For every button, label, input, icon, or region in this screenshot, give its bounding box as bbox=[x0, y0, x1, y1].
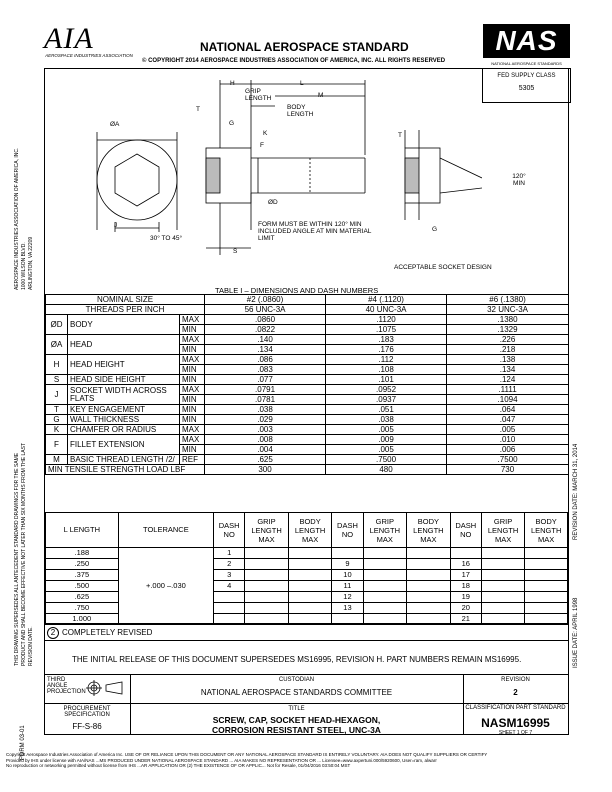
body-length-value bbox=[407, 548, 451, 559]
dimension-symbol: G bbox=[46, 415, 68, 425]
label-body-length: BODY LENGTH bbox=[287, 104, 314, 118]
dash-number: 17 bbox=[450, 570, 481, 581]
nominal-size-label: NOMINAL SIZE bbox=[46, 295, 205, 305]
dimensions-table bbox=[45, 294, 569, 475]
dash-number: 10 bbox=[332, 570, 363, 581]
dimension-value: .0781 bbox=[205, 395, 326, 405]
dimension-symbol: K bbox=[46, 425, 68, 435]
limit-label: MIN bbox=[180, 325, 205, 335]
dimension-value: .1111 bbox=[447, 385, 569, 395]
dimension-value: .086 bbox=[205, 355, 326, 365]
title-line-2: CORROSION RESISTANT STEEL, UNC-3A bbox=[212, 725, 381, 735]
grip-length-value bbox=[363, 548, 407, 559]
body-length-value bbox=[525, 548, 568, 559]
dimension-value: .047 bbox=[447, 415, 569, 425]
dimension-value: .0822 bbox=[205, 325, 326, 335]
dash-number bbox=[450, 548, 481, 559]
body-length-value bbox=[407, 581, 451, 592]
size-header: #6 (.1380) bbox=[447, 295, 569, 305]
revision-date: REVISION DATE: MARCH 31, 2014 bbox=[573, 443, 579, 540]
length-value: .188 bbox=[46, 548, 119, 559]
side-notice-3: REVISION DATE. bbox=[28, 626, 34, 666]
dimension-value: .004 bbox=[205, 445, 326, 455]
dimension-value: .112 bbox=[326, 355, 447, 365]
custodian-label: CUSTODIAN bbox=[278, 677, 315, 683]
grip-length-value bbox=[245, 603, 289, 614]
procurement-label: PROCUREMENT SPECIFICATION bbox=[63, 706, 111, 718]
title-label: TITLE bbox=[288, 706, 305, 712]
dimension-value: .134 bbox=[205, 345, 326, 355]
dimension-value: .625 bbox=[205, 455, 326, 465]
label-G: G bbox=[229, 120, 235, 127]
dimension-value: .1120 bbox=[326, 315, 447, 325]
dash-number: 3 bbox=[214, 570, 245, 581]
side-address-3: ARLINGTON, VA 22209 bbox=[28, 236, 34, 290]
dimension-value: .029 bbox=[205, 415, 326, 425]
fed-supply-class-box bbox=[482, 68, 571, 103]
aia-logo bbox=[44, 22, 134, 65]
dimension-name: WALL THICKNESS bbox=[68, 415, 180, 425]
custodian-value: NATIONAL AEROSPACE STANDARDS COMMITTEE bbox=[200, 688, 393, 697]
limit-label: MIN bbox=[180, 345, 205, 355]
dimension-name: KEY ENGAGEMENT bbox=[68, 405, 180, 415]
grip-length-value bbox=[245, 559, 289, 570]
grip-length-value bbox=[481, 559, 525, 570]
dimension-value: .038 bbox=[326, 415, 447, 425]
dimension-value: .124 bbox=[447, 375, 569, 385]
dimension-value: .038 bbox=[205, 405, 326, 415]
issue-date: ISSUE DATE: APRIL 1998 bbox=[573, 597, 579, 668]
dimension-value: .7500 bbox=[326, 455, 447, 465]
dimension-value: .008 bbox=[205, 435, 326, 445]
body-length-value bbox=[525, 592, 568, 603]
tensile-label: MIN TENSILE STRENGTH LOAD LBF bbox=[46, 465, 205, 475]
aia-logo-subtitle: AEROSPACE INDUSTRIES ASSOCIATION bbox=[45, 53, 133, 58]
third-angle-projection-icon bbox=[86, 680, 126, 696]
dimension-symbol: M bbox=[46, 455, 68, 465]
label-grip-length: GRIP LENGTH bbox=[245, 88, 272, 102]
dimension-value: .1329 bbox=[447, 325, 569, 335]
dimension-name: SOCKET WIDTH ACROSS FLATS bbox=[68, 385, 180, 405]
socket-caption: ACCEPTABLE SOCKET DESIGN bbox=[394, 264, 492, 271]
limit-label: MIN bbox=[180, 415, 205, 425]
body-length-value bbox=[525, 570, 568, 581]
side-notice-1: THIS DRAWING SUPERSEDES ALL ANTECEDENT STANDARD DRAWINGS FOR THE SAME bbox=[14, 452, 20, 666]
limit-label: REF bbox=[180, 455, 205, 465]
limit-label: MAX bbox=[180, 385, 205, 395]
dimension-name: CHAMFER OR RADIUS bbox=[68, 425, 180, 435]
body-length-value bbox=[407, 559, 451, 570]
threads-label: THREADS PER INCH bbox=[46, 305, 205, 315]
copyright-notice: © COPYRIGHT 2014 AEROSPACE INDUSTRIES ASSOCIATION OF AMERICA, INC. ALL RIGHTS RESERVED bbox=[142, 58, 446, 64]
grip-length-value bbox=[481, 570, 525, 581]
body-length-value bbox=[288, 592, 332, 603]
length-value: .375 bbox=[46, 570, 119, 581]
grip-length-value bbox=[245, 570, 289, 581]
nas-logo-subtitle: NATIONAL AEROSPACE STANDARDS bbox=[491, 61, 562, 66]
grip-length-value bbox=[363, 570, 407, 581]
body-length-value bbox=[288, 559, 332, 570]
dash-number: 12 bbox=[332, 592, 363, 603]
footer-line-2: Provided by IHS under license with AIA/NAS ...MS PRODUCED UNDER NATIONAL AEROSPACE STANDARD ... AIA MAKES NO REPRESENTATION OR ... Licensee=www.axpertuni.000/5920600, User=ram, alwarr bbox=[6, 757, 437, 763]
body-length-value bbox=[407, 603, 451, 614]
label-OA: ØA bbox=[110, 121, 120, 128]
body-length-value bbox=[288, 581, 332, 592]
dimension-value: .1094 bbox=[447, 395, 569, 405]
aia-logo-mark: AIA bbox=[44, 22, 94, 55]
body-length-value bbox=[288, 570, 332, 581]
dimension-value: .005 bbox=[326, 445, 447, 455]
title-line-1: SCREW, CAP, SOCKET HEAD-HEXAGON, bbox=[212, 715, 381, 725]
dimension-value: .010 bbox=[447, 435, 569, 445]
size-header: #2 (.0860) bbox=[205, 295, 326, 305]
dash-no-header: DASH NO bbox=[450, 513, 481, 548]
dimension-value: .083 bbox=[205, 365, 326, 375]
body-length-value bbox=[525, 603, 568, 614]
tensile-value: 730 bbox=[447, 465, 569, 475]
dash-number: 16 bbox=[450, 559, 481, 570]
dash-number: 19 bbox=[450, 592, 481, 603]
body-length-value bbox=[525, 559, 568, 570]
side-address-1: AEROSPACE INDUSTRIES ASSOCIATION OF AMERICA, INC. bbox=[14, 147, 20, 290]
dimension-name: BODY bbox=[68, 315, 180, 335]
dash-number bbox=[332, 548, 363, 559]
limit-label: MAX bbox=[180, 315, 205, 325]
grip-length-value bbox=[363, 603, 407, 614]
dash-number: 4 bbox=[214, 581, 245, 592]
document-header-title: NATIONAL AEROSPACE STANDARD bbox=[200, 40, 409, 54]
dimension-symbol: S bbox=[46, 375, 68, 385]
projection-label: THIRD ANGLE PROJECTION bbox=[47, 677, 86, 695]
supersede-note: THE INITIAL RELEASE OF THIS DOCUMENT SUPERSEDES MS16995, REVISION H. PART NUMBERS REMAIN MS16995. bbox=[72, 655, 522, 664]
grip-length-value bbox=[363, 592, 407, 603]
label-F: F bbox=[260, 142, 264, 149]
dimension-value: .108 bbox=[326, 365, 447, 375]
length-dash-table bbox=[45, 512, 568, 625]
dimension-symbol: J bbox=[46, 385, 68, 405]
dimension-value: .226 bbox=[447, 335, 569, 345]
dash-number bbox=[214, 603, 245, 614]
grip-length-value bbox=[481, 581, 525, 592]
revision-value: 2 bbox=[513, 688, 518, 697]
grip-length-value bbox=[363, 559, 407, 570]
part-number: NASM16995 bbox=[481, 716, 550, 730]
grip-length-value bbox=[481, 592, 525, 603]
label-T: T bbox=[196, 106, 200, 113]
dimension-value: .176 bbox=[326, 345, 447, 355]
fed-supply-value: 5305 bbox=[518, 85, 535, 92]
dimension-value: .0952 bbox=[326, 385, 447, 395]
label-J: J bbox=[114, 222, 118, 229]
dimension-value: .009 bbox=[326, 435, 447, 445]
tolerance-value: +.000 –.030 bbox=[118, 548, 213, 625]
length-value: .500 bbox=[46, 581, 119, 592]
limit-label: MIN bbox=[180, 405, 205, 415]
limit-label: MIN bbox=[180, 395, 205, 405]
dimension-value: .101 bbox=[326, 375, 447, 385]
revision-note bbox=[47, 627, 152, 639]
grip-length-value bbox=[245, 548, 289, 559]
dash-number: 11 bbox=[332, 581, 363, 592]
limit-label: MIN bbox=[180, 445, 205, 455]
limit-label: MAX bbox=[180, 335, 205, 345]
dimension-name: HEAD SIDE HEIGHT bbox=[68, 375, 180, 385]
l-length-header: L LENGTH bbox=[46, 513, 119, 548]
body-length-value bbox=[288, 548, 332, 559]
length-value: .625 bbox=[46, 592, 119, 603]
tensile-value: 300 bbox=[205, 465, 326, 475]
size-header: #4 (.1120) bbox=[326, 295, 447, 305]
grip-length-value bbox=[245, 581, 289, 592]
nas-logo-mark: NAS bbox=[483, 24, 570, 58]
table1-title: TABLE I – DIMENSIONS AND DASH NUMBERS bbox=[215, 286, 379, 295]
note-text: COMPLETELY REVISED bbox=[62, 628, 153, 637]
dimension-symbol: ØA bbox=[46, 335, 68, 355]
classification-label: CLASSIFICATION PART STANDARD bbox=[465, 705, 566, 711]
dimension-value: .7500 bbox=[447, 455, 569, 465]
dash-number: 1 bbox=[214, 548, 245, 559]
label-M: M bbox=[318, 92, 324, 99]
note-number: 2 bbox=[47, 627, 59, 639]
dash-number bbox=[214, 592, 245, 603]
dimension-value: .005 bbox=[447, 425, 569, 435]
grip-length-max-header: GRIP LENGTH MAX bbox=[363, 513, 407, 548]
dimension-value: .134 bbox=[447, 365, 569, 375]
label-L: L bbox=[300, 80, 304, 87]
dash-number: 2 bbox=[214, 559, 245, 570]
dimension-value: .003 bbox=[205, 425, 326, 435]
body-length-value bbox=[288, 603, 332, 614]
nas-logo bbox=[483, 24, 570, 70]
tolerance-header: TOLERANCE bbox=[118, 513, 213, 548]
thread-spec: 32 UNC-3A bbox=[447, 305, 569, 315]
grip-length-max-header: GRIP LENGTH MAX bbox=[245, 513, 289, 548]
dash-number: 13 bbox=[332, 603, 363, 614]
body-length-max-header: BODY LENGTH MAX bbox=[288, 513, 332, 548]
grip-length-value bbox=[363, 581, 407, 592]
body-length-max-header: BODY LENGTH MAX bbox=[407, 513, 451, 548]
limit-label: MIN bbox=[180, 365, 205, 375]
label-120-min: 120° MIN bbox=[512, 173, 526, 187]
procurement-value: FF-S-86 bbox=[72, 722, 102, 731]
dimension-symbol: T bbox=[46, 405, 68, 415]
label-T-socket: T bbox=[398, 132, 402, 139]
side-address-2: 1000 WILSON BLVD. bbox=[21, 242, 27, 290]
side-notice-2: PRODUCT AND SHALL BECOME EFFECTIVE NOT LATER THAN SIX MONTHS FROM THE LAST bbox=[21, 443, 27, 666]
dimension-name: FILLET EXTENSION bbox=[68, 435, 180, 455]
fed-supply-label: FED SUPPLY CLASS bbox=[497, 73, 556, 79]
dimension-value: .140 bbox=[205, 335, 326, 345]
dash-no-header: DASH NO bbox=[332, 513, 363, 548]
body-length-max-header: BODY LENGTH MAX bbox=[525, 513, 568, 548]
dash-number: 20 bbox=[450, 603, 481, 614]
length-value: 1.000 bbox=[46, 614, 119, 625]
grip-length-value bbox=[481, 548, 525, 559]
footer-line-1: Copyright Aerospace Industries Association of America Inc. USE OF OR RELIANCE UPON THIS DOCUMENT OR ANY NATIONAL AEROSPACE STANDARD IS ENTIRELY VOLUNTARY. AIA DOES NOT QUALIFY SUPPLIERS OR CERTIFY bbox=[6, 752, 488, 757]
dimension-value: .005 bbox=[326, 425, 447, 435]
dimension-value: .0937 bbox=[326, 395, 447, 405]
dimension-value: .1380 bbox=[447, 315, 569, 325]
label-K: K bbox=[263, 130, 268, 137]
grip-length-max-header: GRIP LENGTH MAX bbox=[481, 513, 525, 548]
label-OD: ØD bbox=[268, 199, 278, 206]
limit-label: MAX bbox=[180, 355, 205, 365]
body-length-value bbox=[407, 592, 451, 603]
dimension-value: .051 bbox=[326, 405, 447, 415]
grip-length-value bbox=[245, 592, 289, 603]
label-angle: 30° TO 45° bbox=[150, 235, 183, 242]
dimension-value: .1075 bbox=[326, 325, 447, 335]
dash-no-header: DASH NO bbox=[214, 513, 245, 548]
form-number: FORM 03-01 bbox=[20, 725, 26, 760]
sheet-number: SHEET 1 OF 7 bbox=[498, 730, 533, 736]
label-S: S bbox=[233, 248, 238, 255]
limit-label: MIN bbox=[180, 375, 205, 385]
revision-label: REVISION bbox=[501, 677, 530, 683]
dimension-value: .138 bbox=[447, 355, 569, 365]
dimension-value: .0791 bbox=[205, 385, 326, 395]
footer-line-3: No reproduction or networking permitted without license from IHS ...AR APPLICATION OR (2) THE EXISTENCE OF OR APPLIC... Not for Resale, 01/04/2016 03:50:04 MST bbox=[6, 763, 351, 768]
dimension-value: .0860 bbox=[205, 315, 326, 325]
label-G-socket: G bbox=[432, 226, 438, 233]
limit-label: MAX bbox=[180, 435, 205, 445]
body-length-value bbox=[525, 581, 568, 592]
dash-number: 18 bbox=[450, 581, 481, 592]
dimension-symbol: ØD bbox=[46, 315, 68, 335]
dimension-name: HEAD HEIGHT bbox=[68, 355, 180, 375]
dimension-value: .077 bbox=[205, 375, 326, 385]
dash-number: 9 bbox=[332, 559, 363, 570]
footer-notice bbox=[6, 752, 606, 769]
grip-length-value bbox=[481, 603, 525, 614]
dimension-value: .183 bbox=[326, 335, 447, 345]
dimension-value: .006 bbox=[447, 445, 569, 455]
tensile-value: 480 bbox=[326, 465, 447, 475]
thread-spec: 56 UNC-3A bbox=[205, 305, 326, 315]
limit-label: MAX bbox=[180, 425, 205, 435]
form-note: FORM MUST BE WITHIN 120° MIN INCLUDED ANGLE AT MIN MATERIAL LIMIT bbox=[258, 221, 372, 242]
dimension-name: HEAD bbox=[68, 335, 180, 355]
dimension-name: BASIC THREAD LENGTH /2/ bbox=[68, 455, 180, 465]
thread-spec: 40 UNC-3A bbox=[326, 305, 447, 315]
label-H: H bbox=[230, 80, 235, 87]
dimension-symbol: H bbox=[46, 355, 68, 375]
dimension-symbol: F bbox=[46, 435, 68, 455]
body-length-value bbox=[407, 570, 451, 581]
dimension-value: .064 bbox=[447, 405, 569, 415]
dimension-value: .218 bbox=[447, 345, 569, 355]
dash-number: 21 bbox=[450, 614, 481, 625]
length-value: .250 bbox=[46, 559, 119, 570]
length-value: .750 bbox=[46, 603, 119, 614]
